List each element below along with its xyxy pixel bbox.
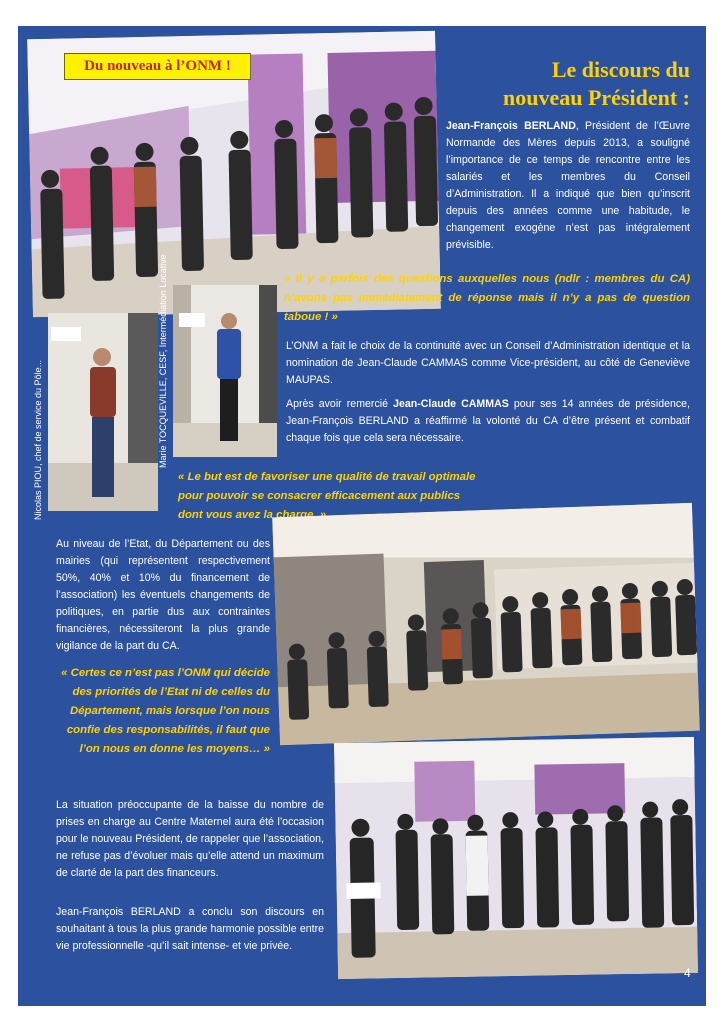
- speaker-photo-left: [48, 313, 158, 511]
- caption-left: Nicolas PIOU, chef de service du Pôle...: [33, 359, 43, 520]
- continuity-paragraph: L’ONM a fait le choix de la continuité avec un Conseil d’Administration identique et la nomination de Jean-Claude CAMMAS comme Vice-président, au côté de Geneviève MAUPAS.: [286, 340, 690, 386]
- title-line-1: Le discours du: [551, 57, 690, 82]
- speaker-photo-right: [173, 285, 277, 457]
- page-number: 4: [684, 966, 691, 980]
- thanks-after: pour ses 14 années de présidence, Jean-François BERLAND a réaffirmé la volonté du CA d’être présent et combatif chaque fois que cela sera nécessaire.: [286, 398, 690, 444]
- caption-right: Marie TOCQUEVILLE, CESF, Intermédiation Locative: [158, 254, 168, 468]
- quote-taboo: « Il y a parfois des questions auxquelles nous (ndlr : membres du CA) n’avons pas immédiatement de réponse mais il n’y a pas de question taboue ! »: [284, 273, 690, 323]
- situation-paragraph: La situation préoccupante de la baisse du nombre de prises en charge au Centre Maternel aura été l’occasion pour le nouveau Président, de rappeler que l’association, ne refuse pas d’évoluer mais qu’elle attend un maximum de clarté de la part des financeurs.: [56, 799, 324, 879]
- title-line-2: nouveau Président :: [503, 85, 690, 110]
- president-name: Jean-François BERLAND: [446, 120, 576, 132]
- thanks-paragraph: [286, 396, 690, 447]
- section-badge: Du nouveau à l’ONM !: [64, 53, 251, 80]
- quote-priorities: « Certes ce n’est pas l’ONM qui décide des priorités de l’Etat ni de celles du Département, mais lorsque l’on nous confie des responsabilités, il faut que l’on nous en donne les moyens… »: [61, 667, 270, 755]
- vice-president-name: Jean-Claude CAMMAS: [393, 398, 509, 410]
- quote-quality: « Le but est de favoriser une qualité de travail optimale pour pouvoir se consacrer efficacement aux publics dont vous avez la charge. »: [178, 471, 476, 521]
- intro-text: , Président de l’Œuvre Normande des Mères depuis 2013, a souligné l’importance de ce temps de rencontre entre les salariés et les membres du Conseil d’Administration. Il a indiqué que bien qu’inscrit depuis des années comme une habitude, le changement exogène n’est pas intégralement prévisible.: [446, 120, 690, 251]
- intro-paragraph: [446, 118, 690, 254]
- group-photo-middle: [272, 503, 700, 746]
- conclusion-paragraph: Jean-François BERLAND a conclu son discours en souhaitant à tous la plus grande harmonie possible entre vie professionnelle -qu’il sait intense- et vie privée.: [56, 906, 324, 952]
- state-paragraph: Au niveau de l’Etat, du Département ou des mairies (qui représentent respectivement 50%, 40% et 10% du financement de l’association) les éventuels changements de politiques, en partie dus aux contraintes financières, nécessiteront la plus grande vigilance de la part du CA.: [56, 538, 270, 652]
- group-photo-bottom: [334, 737, 698, 979]
- thanks-before: Après avoir remercié: [286, 398, 394, 410]
- article-title: [440, 56, 690, 112]
